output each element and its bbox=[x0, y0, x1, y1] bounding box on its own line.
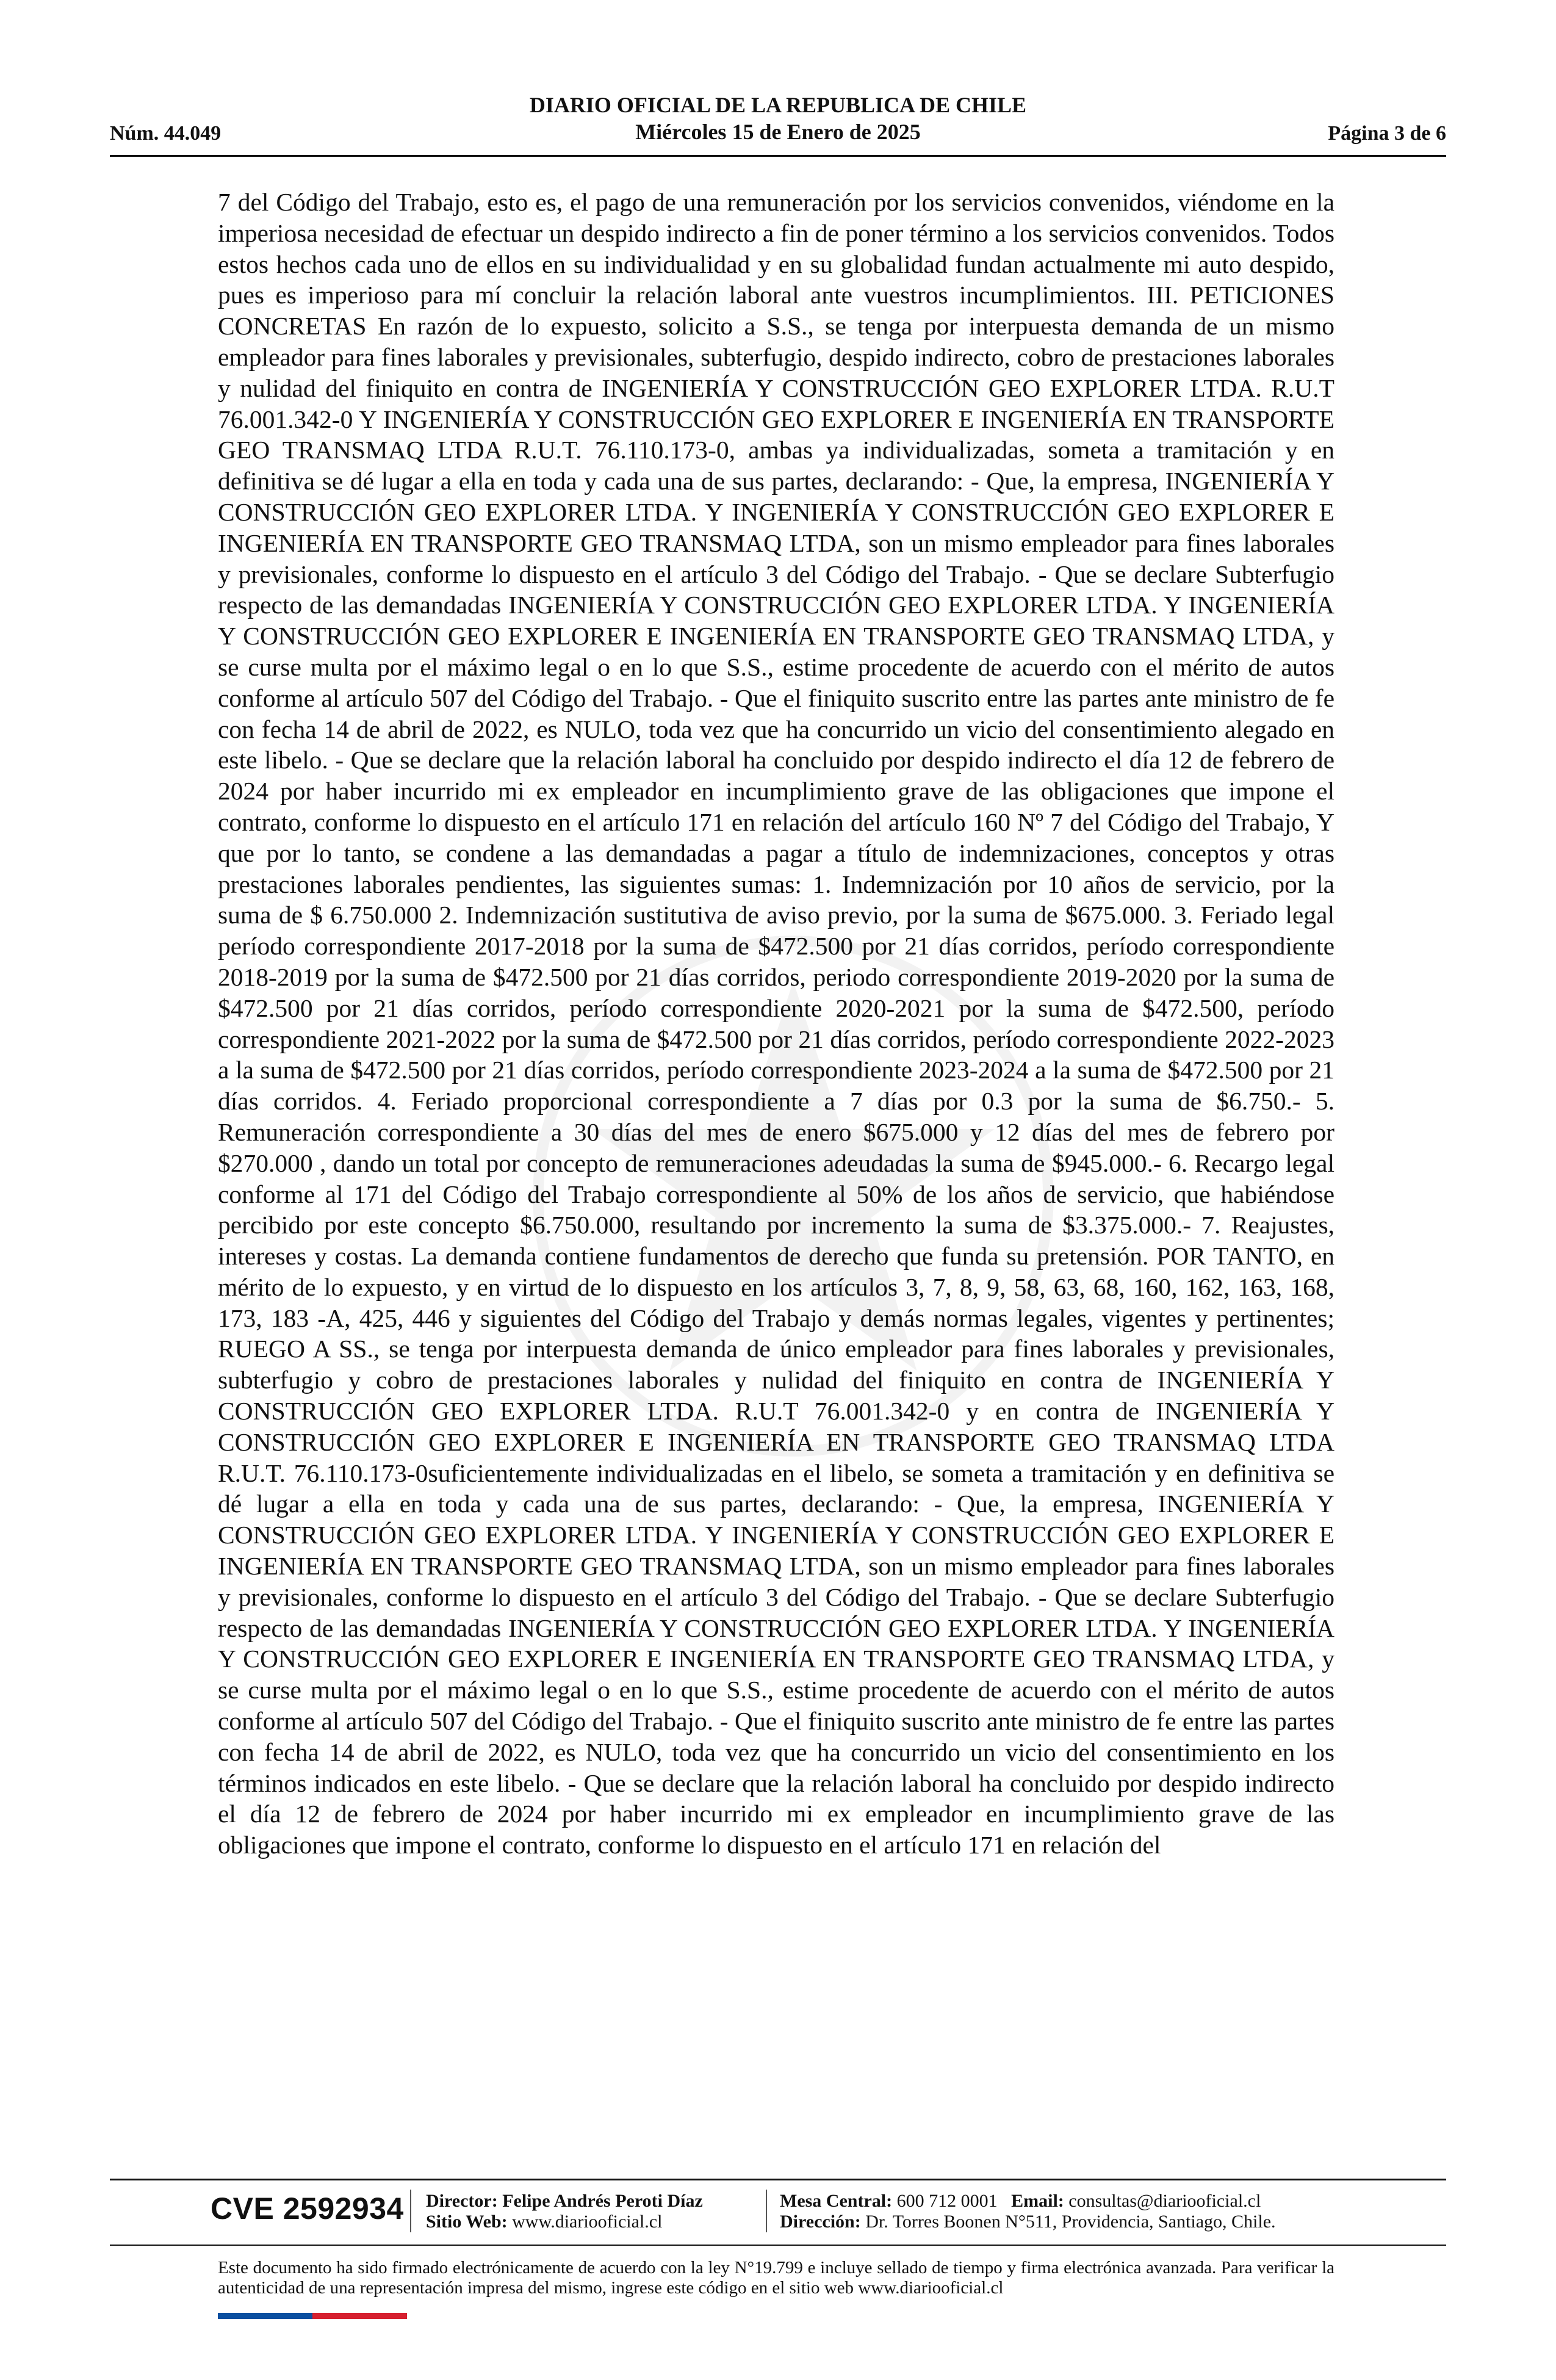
header-title-block bbox=[110, 92, 1446, 145]
flag-stripe-red bbox=[312, 2313, 407, 2319]
publication-title: DIARIO OFICIAL DE LA REPUBLICA DE CHILE bbox=[529, 93, 1027, 117]
document-body: 7 del Código del Trabajo, esto es, el pago de una remuneración por los servicios convenidos, viéndome en la imperiosa necesidad de efectuar un despido indirecto a fin de poner término a los servicios convenidos. Todos estos hechos cada uno de ellos en su individualidad y en su globalidad fundan actualmente mi auto despido, pues es imperioso para mí concluir la relación laboral ante vuestros incumplimientos. III. PETICIONES CONCRETAS En razón de lo expuesto, solicito a S.S., se tenga por interpuesta demanda de un mismo empleador para fines laborales y previsionales, subterfugio, despido indirecto, cobro de prestaciones laborales y nulidad del finiquito en contra de INGENIERÍA Y CONSTRUCCIÓN GEO EXPLORER LTDA. R.U.T 76.001.342-0 Y INGENIERÍA Y CONSTRUCCIÓN GEO EXPLORER E INGENIERÍA EN TRANSPORTE GEO TRANSMAQ LTDA R.U.T. 76.110.173-0, ambas ya individualizadas, someta a tramitación y en definitiva se dé lugar a ella en toda y cada una de sus partes, declarando: - Que, la empresa, INGENIERÍA Y CONSTRUCCIÓN GEO EXPLORER LTDA. Y INGENIERÍA Y CONSTRUCCIÓN GEO EXPLORER E INGENIERÍA EN TRANSPORTE GEO TRANSMAQ LTDA, son un mismo empleador para fines laborales y previsionales, conforme lo dispuesto en el artículo 3 del Código del Trabajo. - Que se declare Subterfugio respecto de las demandadas INGENIERÍA Y CONSTRUCCIÓN GEO EXPLORER LTDA. Y INGENIERÍA Y CONSTRUCCIÓN GEO EXPLORER E INGENIERÍA EN TRANSPORTE GEO TRANSMAQ LTDA, y se curse multa por el máximo legal o en lo que S.S., estime procedente de acuerdo con el mérito de autos conforme al artículo 507 del Código del Trabajo. - Que el finiquito suscrito entre las partes ante ministro de fe con fecha 14 de abril de 2022, es NULO, toda vez que ha concurrido un vicio del consentimiento alegado en este libelo. - Que se declare que la relación laboral ha concluido por despido indirecto el día 12 de febrero de 2024 por haber incurrido mi ex empleador en incumplimiento grave de las obligaciones que impone el contrato, conforme lo dispuesto en el artículo 171 en relación del artículo 160 Nº 7 del Código del Trabajo, Y que por lo tanto, se condene a las demandadas a pagar a título de indemnizaciones, conceptos y otras prestaciones laborales pendientes, las siguientes sumas: 1. Indemnización por 10 años de servicio, por la suma de $ 6.750.000 2. Indemnización sustitutiva de aviso previo, por la suma de $675.000. 3. Feriado legal período correspondiente 2017-2018 por la suma de $472.500 por 21 días corridos, período correspondiente 2018-2019 por la suma de $472.500 por 21 días corridos, periodo correspondiente 2019-2020 por la suma de $472.500 por 21 días corridos, período correspondiente 2020-2021 por la suma de $472.500, período correspondiente 2021-2022 por la suma de $472.500 por 21 días corridos, período correspondiente 2022-2023 a la suma de $472.500 por 21 días corridos, período correspondiente 2023-2024 a la suma de $472.500 por 21 días corridos. 4. Feriado proporcional correspondiente a 7 días por 0.3 por la suma de $6.750.- 5. Remuneración correspondiente a 30 días del mes de enero $675.000 y 12 días del mes de febrero por $270.000 , dando un total por concepto de remuneraciones adeudadas la suma de $945.000.- 6. Recargo legal conforme al 171 del Código del Trabajo correspondiente al 50% de los años de servicio, que habiéndose percibido por este concepto $6.750.000, resultando por incremento la suma de $3.375.000.- 7. Reajustes, intereses y costas. La demanda contiene fundamentos de derecho que funda su pretensión. POR TANTO, en mérito de lo expuesto, y en virtud de lo dispuesto en los artículos 3, 7, 8, 9, 58, 63, 68, 160, 162, 163, 168, 173, 183 -A, 425, 446 y siguientes del Código del Trabajo y demás normas legales, vigentes y pertinentes; RUEGO A SS., se tenga por interpuesta demanda de único empleador para fines laborales y previsionales, subterfugio y cobro de prestaciones laborales y nulidad del finiquito en contra de INGENIERÍA Y CONSTRUCCIÓN GEO EXPLORER LTDA. R.U.T 76.001.342-0 y en contra de INGENIERÍA Y CONSTRUCCIÓN GEO EXPLORER E INGENIERÍA EN TRANSPORTE GEO TRANSMAQ LTDA R.U.T. 76.110.173-0suficientemente individualizadas en el libelo, se someta a tramitación y en definitiva se dé lugar a ella en toda y cada una de sus partes, declarando: - Que, la empresa, INGENIERÍA Y CONSTRUCCIÓN GEO EXPLORER LTDA. Y INGENIERÍA Y CONSTRUCCIÓN GEO EXPLORER E INGENIERÍA EN TRANSPORTE GEO TRANSMAQ LTDA, son un mismo empleador para fines laborales y previsionales, conforme lo dispuesto en el artículo 3 del Código del Trabajo. - Que se declare Subterfugio respecto de las demandadas INGENIERÍA Y CONSTRUCCIÓN GEO EXPLORER LTDA. Y INGENIERÍA Y CONSTRUCCIÓN GEO EXPLORER E INGENIERÍA EN TRANSPORTE GEO TRANSMAQ LTDA, y se curse multa por el máximo legal o en lo que S.S., estime procedente de acuerdo con el mérito de autos conforme al artículo 507 del Código del Trabajo. - Que el finiquito suscrito ante ministro de fe entre las partes con fecha 14 de abril de 2022, es NULO, toda vez que ha concurrido un vicio del consentimiento en los términos indicados en este libelo. - Que se declare que la relación laboral ha concluido por despido indirecto el día 12 de febrero de 2024 por haber incurrido mi ex empleador en incumplimiento grave de las obligaciones que impone el contrato, conforme lo dispuesto en el artículo 171 en relación del bbox=[218, 188, 1334, 1859]
director-name: Felipe Andrés Peroti Díaz bbox=[502, 2191, 703, 2211]
cve-code: CVE 2592934 bbox=[211, 2191, 404, 2226]
footer-director-block bbox=[426, 2191, 703, 2232]
header-divider bbox=[110, 155, 1446, 157]
website-link[interactable]: www.diariooficial.cl bbox=[512, 2212, 663, 2232]
flag-stripe bbox=[218, 2313, 407, 2319]
email-link[interactable]: consultas@diariooficial.cl bbox=[1068, 2191, 1261, 2211]
issue-number: Núm. 44.049 bbox=[110, 122, 222, 145]
phone-label: Mesa Central: bbox=[780, 2191, 893, 2211]
footer-separator bbox=[766, 2190, 767, 2232]
footer-separator bbox=[410, 2190, 411, 2232]
address-text: Dr. Torres Boonen N°511, Providencia, Santiago, Chile. bbox=[865, 2212, 1276, 2232]
page-number: Página 3 de 6 bbox=[1328, 122, 1446, 145]
website-label: Sitio Web: bbox=[426, 2212, 508, 2232]
address-label: Dirección: bbox=[780, 2212, 861, 2232]
footer-divider-secondary bbox=[110, 2245, 1446, 2246]
director-label: Director: bbox=[426, 2191, 498, 2211]
signature-disclaimer: Este documento ha sido firmado electrónicamente de acuerdo con la ley N°19.799 e incluye sellado de tiempo y firma electrónica avanzada. Para verificar la autenticidad de una representación impresa del mismo, ingrese este código en el sitio web www.diariooficial.cl bbox=[218, 2258, 1334, 2298]
flag-stripe-blue bbox=[218, 2313, 312, 2319]
publication-date: Miércoles 15 de Enero de 2025 bbox=[635, 120, 921, 144]
phone-number: 600 712 0001 bbox=[896, 2191, 998, 2211]
footer-contact-block bbox=[780, 2191, 1276, 2232]
email-label: Email: bbox=[1011, 2191, 1064, 2211]
page-header bbox=[110, 92, 1446, 153]
footer-divider bbox=[110, 2179, 1446, 2180]
